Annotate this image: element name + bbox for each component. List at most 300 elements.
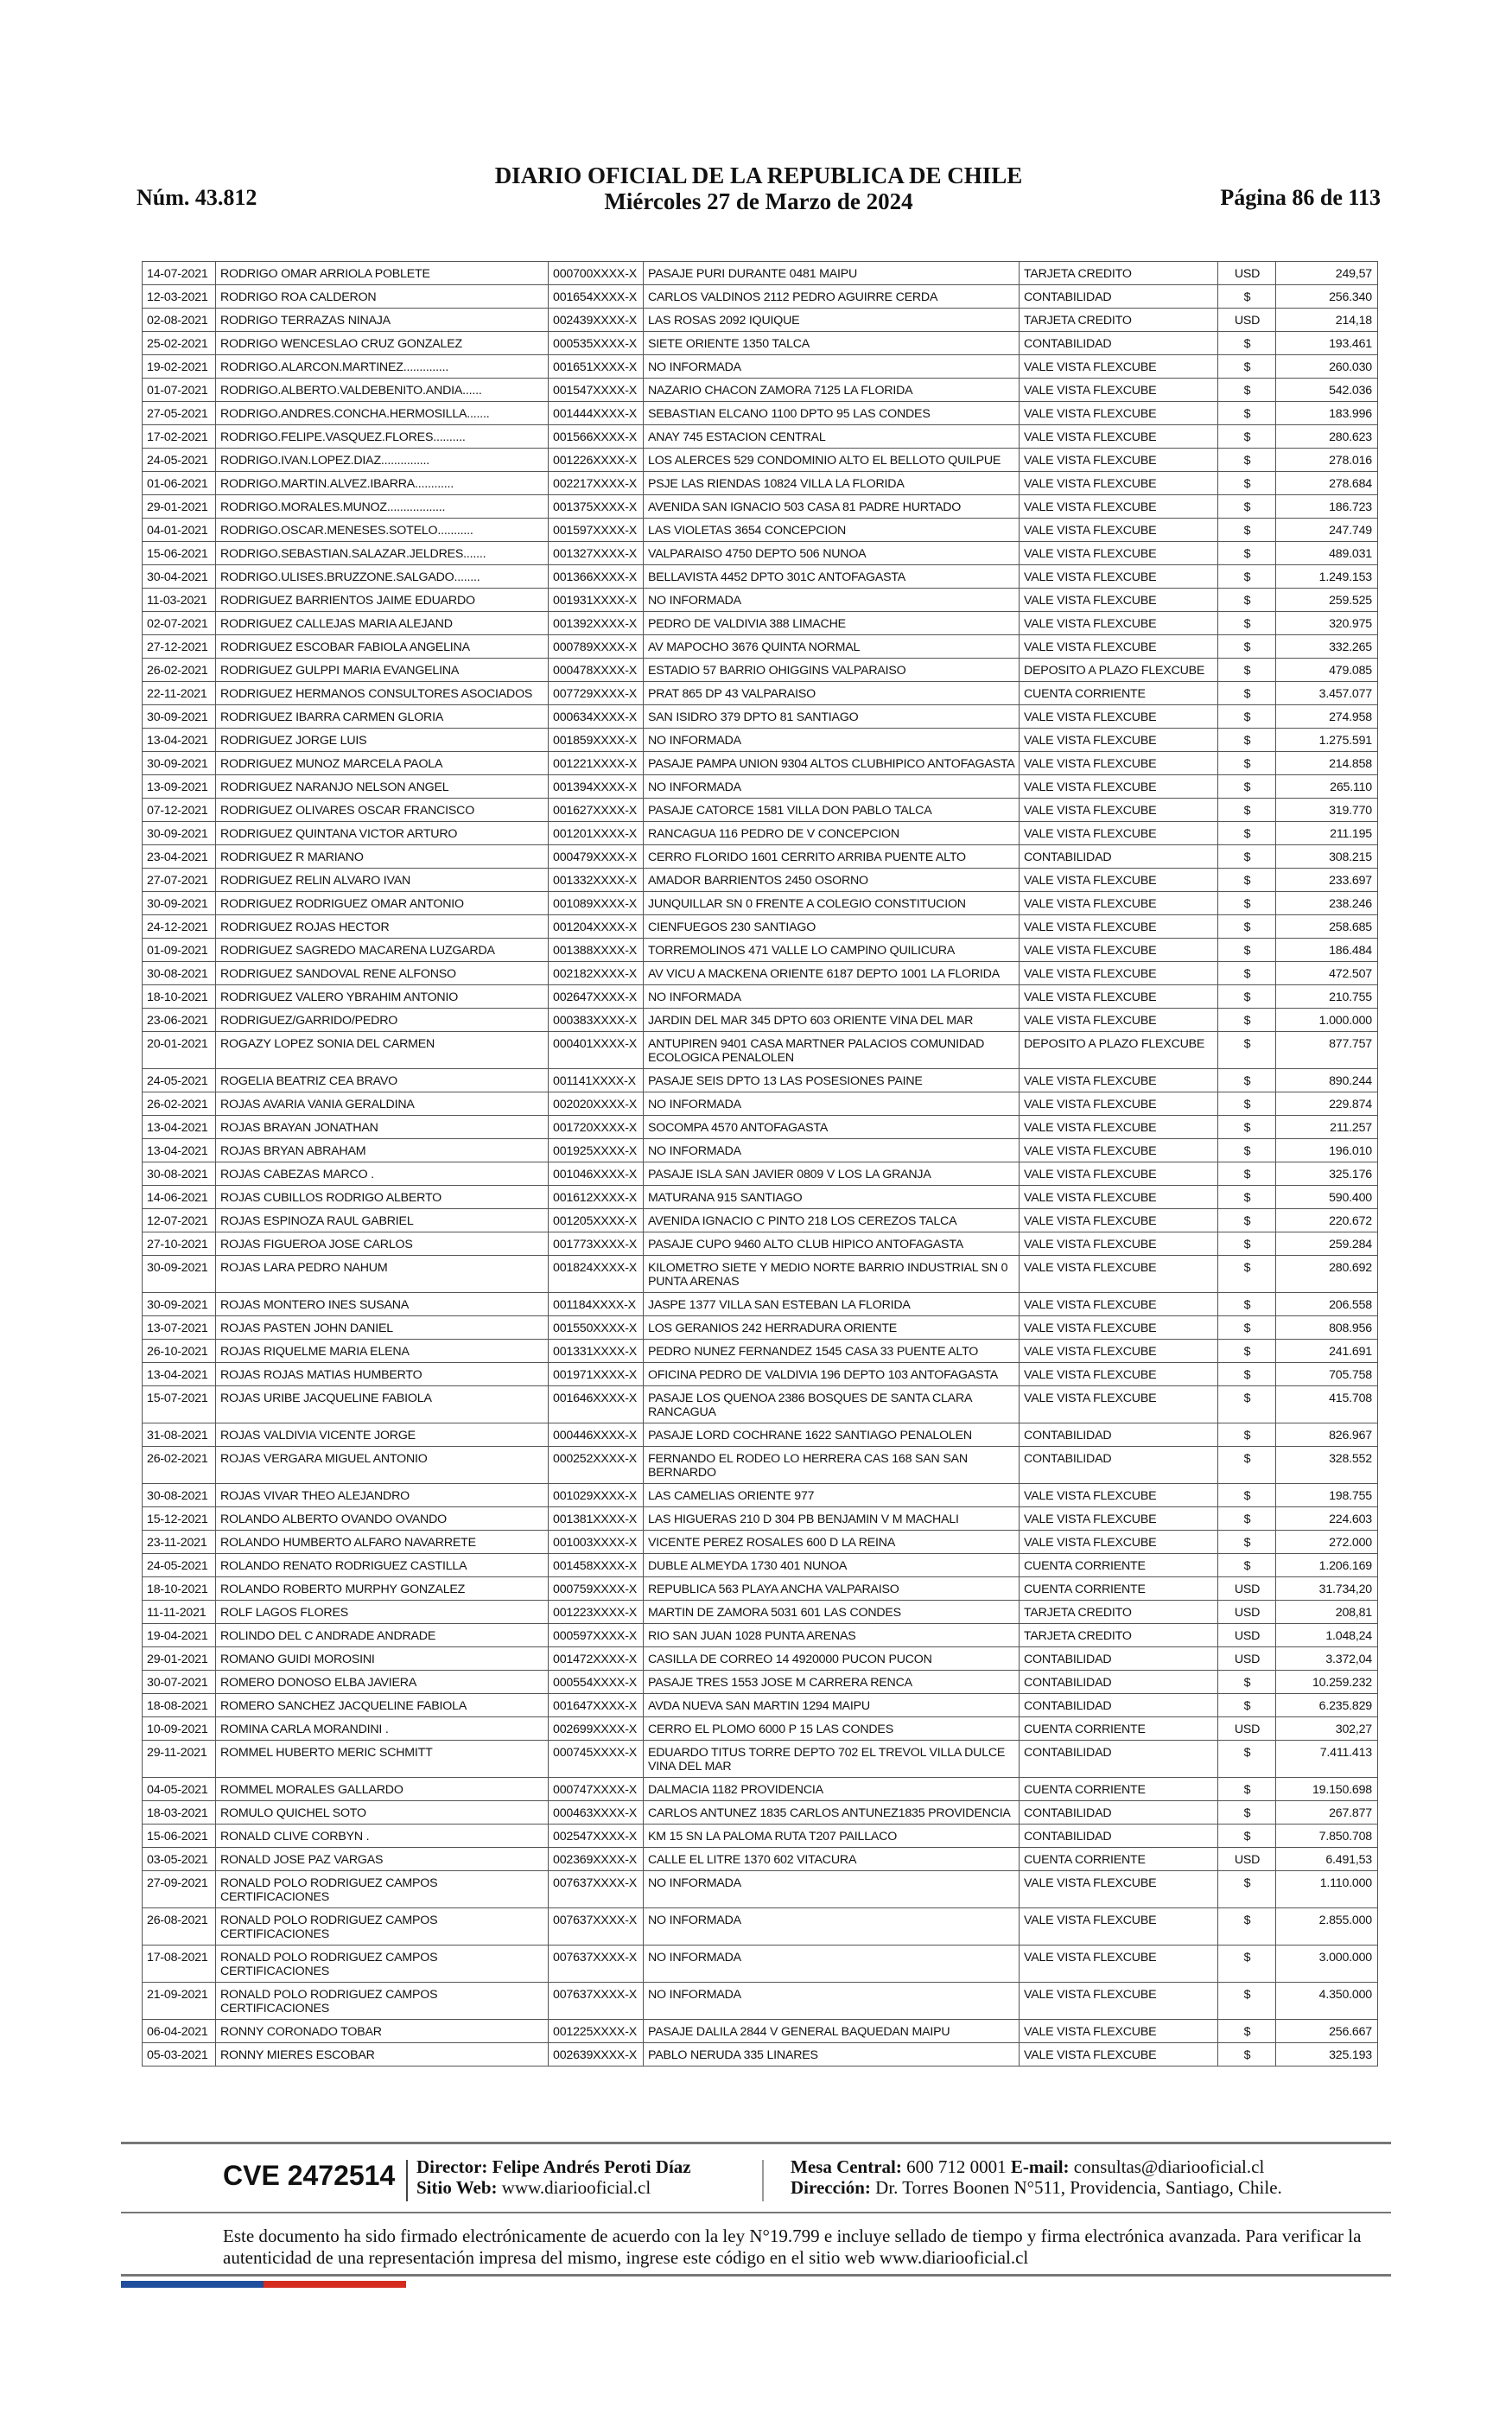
cell-amount: 214,18	[1276, 309, 1378, 332]
table-row	[143, 355, 1378, 379]
cell-currency: $	[1218, 1363, 1276, 1386]
cell-rut: 001392XXXX-X	[549, 612, 644, 635]
cell-address: TORREMOLINOS 471 VALLE LO CAMPINO QUILICURA	[644, 939, 1020, 962]
cell-address: LAS HIGUERAS 210 D 304 PB BENJAMIN V M MACHALI	[644, 1507, 1020, 1531]
cell-name: ROJAS PASTEN JOHN DANIEL	[216, 1316, 549, 1340]
cell-amount: 705.758	[1276, 1363, 1378, 1386]
cell-currency: $	[1218, 1256, 1276, 1293]
cell-address: VICENTE PEREZ ROSALES 600 D LA REINA	[644, 1531, 1020, 1554]
cell-date: 18-03-2021	[143, 1801, 216, 1825]
cell-amount: 302,27	[1276, 1717, 1378, 1741]
cell-address: PASAJE ISLA SAN JAVIER 0809 V LOS LA GRANJA	[644, 1162, 1020, 1186]
cell-amount: 258.685	[1276, 915, 1378, 939]
cell-currency: $	[1218, 845, 1276, 869]
cell-rut: 002439XXXX-X	[549, 309, 644, 332]
cell-name: RODRIGUEZ ROJAS HECTOR	[216, 915, 549, 939]
cell-product: VALE VISTA FLEXCUBE	[1020, 915, 1218, 939]
table-row	[143, 1848, 1378, 1871]
cell-product: VALE VISTA FLEXCUBE	[1020, 1009, 1218, 1032]
table-row	[143, 869, 1378, 892]
cell-name: RODRIGO.SEBASTIAN.SALAZAR.JELDRES.......	[216, 542, 549, 565]
cell-address: SIETE ORIENTE 1350 TALCA	[644, 332, 1020, 355]
table-row	[143, 495, 1378, 519]
page-header	[137, 162, 1381, 216]
table-row	[143, 1908, 1378, 1946]
cell-date: 30-09-2021	[143, 892, 216, 915]
table-row	[143, 1316, 1378, 1340]
cell-address: CASILLA DE CORREO 14 4920000 PUCON PUCON	[644, 1647, 1020, 1671]
issue-number: Núm. 43.812	[137, 185, 257, 210]
cell-amount: 1.110.000	[1276, 1871, 1378, 1908]
cell-product: VALE VISTA FLEXCUBE	[1020, 355, 1218, 379]
cell-date: 07-12-2021	[143, 799, 216, 822]
cell-rut: 000479XXXX-X	[549, 845, 644, 869]
cell-product: VALE VISTA FLEXCUBE	[1020, 2043, 1218, 2067]
cell-address: NAZARIO CHACON ZAMORA 7125 LA FLORIDA	[644, 379, 1020, 402]
cell-date: 26-10-2021	[143, 1340, 216, 1363]
cell-amount: 890.244	[1276, 1069, 1378, 1092]
cell-address: PEDRO NUNEZ FERNANDEZ 1545 CASA 33 PUENTE ALTO	[644, 1340, 1020, 1363]
table-row	[143, 1601, 1378, 1624]
table-row	[143, 1554, 1378, 1577]
cell-currency: $	[1218, 519, 1276, 542]
cell-date: 14-06-2021	[143, 1186, 216, 1209]
cell-amount: 183.996	[1276, 402, 1378, 425]
cell-name: RODRIGO.FELIPE.VASQUEZ.FLORES..........	[216, 425, 549, 449]
cell-amount: 489.031	[1276, 542, 1378, 565]
cell-rut: 007637XXXX-X	[549, 1871, 644, 1908]
cell-product: VALE VISTA FLEXCUBE	[1020, 822, 1218, 845]
cell-name: RODRIGUEZ OLIVARES OSCAR FRANCISCO	[216, 799, 549, 822]
cell-name: RODRIGO TERRAZAS NINAJA	[216, 309, 549, 332]
cell-date: 30-07-2021	[143, 1671, 216, 1694]
cell-currency: $	[1218, 869, 1276, 892]
cell-rut: 000759XXXX-X	[549, 1577, 644, 1601]
table-row	[143, 1946, 1378, 1983]
table-row	[143, 379, 1378, 402]
cell-amount: 31.734,20	[1276, 1577, 1378, 1601]
address-value: Dr. Torres Boonen N°511, Providencia, Santiago, Chile.	[875, 2177, 1282, 2198]
table-row	[143, 1162, 1378, 1186]
cell-currency: $	[1218, 1801, 1276, 1825]
cell-product: VALE VISTA FLEXCUBE	[1020, 1908, 1218, 1946]
page-number: Página 86 de 113	[1220, 185, 1381, 210]
cell-address: JUNQUILLAR SN 0 FRENTE A COLEGIO CONSTITUCION	[644, 892, 1020, 915]
table-row	[143, 1484, 1378, 1507]
cell-amount: 233.697	[1276, 869, 1378, 892]
cell-currency: $	[1218, 659, 1276, 682]
cell-date: 01-09-2021	[143, 939, 216, 962]
table-row	[143, 1577, 1378, 1601]
cell-address: PASAJE DALILA 2844 V GENERAL BAQUEDAN MAIPU	[644, 2020, 1020, 2043]
cell-product: CONTABILIDAD	[1020, 285, 1218, 309]
cell-rut: 001394XXXX-X	[549, 775, 644, 799]
cell-rut: 001226XXXX-X	[549, 449, 644, 472]
cell-address: NO INFORMADA	[644, 589, 1020, 612]
cell-rut: 000401XXXX-X	[549, 1032, 644, 1069]
cell-product: VALE VISTA FLEXCUBE	[1020, 869, 1218, 892]
cell-currency: $	[1218, 379, 1276, 402]
table-row	[143, 2020, 1378, 2043]
footer-separator	[762, 2160, 764, 2201]
cell-rut: 001654XXXX-X	[549, 285, 644, 309]
cell-date: 29-11-2021	[143, 1741, 216, 1778]
cell-name: ROLANDO ALBERTO OVANDO OVANDO	[216, 1507, 549, 1531]
cell-name: RODRIGO WENCESLAO CRUZ GONZALEZ	[216, 332, 549, 355]
table-row	[143, 962, 1378, 985]
cell-product: VALE VISTA FLEXCUBE	[1020, 542, 1218, 565]
cell-currency: $	[1218, 542, 1276, 565]
cell-address: RANCAGUA 116 PEDRO DE V CONCEPCION	[644, 822, 1020, 845]
cell-date: 04-01-2021	[143, 519, 216, 542]
cell-rut: 000463XXXX-X	[549, 1801, 644, 1825]
cell-rut: 001458XXXX-X	[549, 1554, 644, 1577]
cell-amount: 247.749	[1276, 519, 1378, 542]
cell-address: ANAY 745 ESTACION CENTRAL	[644, 425, 1020, 449]
cell-amount: 214.858	[1276, 752, 1378, 775]
cell-amount: 7.411.413	[1276, 1741, 1378, 1778]
table-row	[143, 1293, 1378, 1316]
cell-currency: $	[1218, 1186, 1276, 1209]
cell-rut: 001225XXXX-X	[549, 2020, 644, 2043]
cell-currency: $	[1218, 1032, 1276, 1069]
footer-divider-bottom	[121, 2274, 1391, 2277]
records-table-body	[143, 262, 1378, 2067]
cell-date: 18-10-2021	[143, 1577, 216, 1601]
cell-amount: 267.877	[1276, 1801, 1378, 1825]
address-label: Dirección:	[791, 2177, 871, 2198]
cell-amount: 10.259.232	[1276, 1671, 1378, 1694]
cell-rut: 001472XXXX-X	[549, 1647, 644, 1671]
cell-name: RODRIGUEZ QUINTANA VICTOR ARTURO	[216, 822, 549, 845]
cell-amount: 6.491,53	[1276, 1848, 1378, 1871]
table-row	[143, 285, 1378, 309]
cell-rut: 000597XXXX-X	[549, 1624, 644, 1647]
cell-name: RODRIGUEZ BARRIENTOS JAIME EDUARDO	[216, 589, 549, 612]
cell-currency: $	[1218, 939, 1276, 962]
cell-rut: 001612XXXX-X	[549, 1186, 644, 1209]
cell-product: VALE VISTA FLEXCUBE	[1020, 705, 1218, 729]
table-row	[143, 845, 1378, 869]
cell-name: ROJAS LARA PEDRO NAHUM	[216, 1256, 549, 1293]
cell-address: PRAT 865 DP 43 VALPARAISO	[644, 682, 1020, 705]
table-row	[143, 1778, 1378, 1801]
table-row	[143, 449, 1378, 472]
table-row	[143, 1009, 1378, 1032]
web-link[interactable]: www.diariooficial.cl	[501, 2177, 651, 2198]
cell-amount: 259.284	[1276, 1232, 1378, 1256]
cell-address: NO INFORMADA	[644, 1983, 1020, 2020]
cell-currency: USD	[1218, 309, 1276, 332]
flag-stripe	[121, 2281, 406, 2288]
table-row	[143, 2043, 1378, 2067]
cell-currency: $	[1218, 1871, 1276, 1908]
cell-amount: 877.757	[1276, 1032, 1378, 1069]
cell-date: 22-11-2021	[143, 682, 216, 705]
cell-currency: $	[1218, 892, 1276, 915]
cell-amount: 210.755	[1276, 985, 1378, 1009]
cell-name: ROJAS MONTERO INES SUSANA	[216, 1293, 549, 1316]
contact-block	[791, 2156, 1282, 2198]
cell-name: ROMINA CARLA MORANDINI .	[216, 1717, 549, 1741]
cell-amount: 1.249.153	[1276, 565, 1378, 589]
cell-name: ROJAS AVARIA VANIA GERALDINA	[216, 1092, 549, 1116]
cell-address: SOCOMPA 4570 ANTOFAGASTA	[644, 1116, 1020, 1139]
cell-name: RONALD POLO RODRIGUEZ CAMPOS CERTIFICACIONES	[216, 1983, 549, 2020]
cell-name: RODRIGO.MORALES.MUNOZ..................	[216, 495, 549, 519]
table-row	[143, 1186, 1378, 1209]
director-block	[416, 2156, 691, 2198]
cell-product: VALE VISTA FLEXCUBE	[1020, 495, 1218, 519]
cell-amount: 211.195	[1276, 822, 1378, 845]
cell-address: SAN ISIDRO 379 DPTO 81 SANTIAGO	[644, 705, 1020, 729]
cell-address: AVENIDA IGNACIO C PINTO 218 LOS CEREZOS TALCA	[644, 1209, 1020, 1232]
cell-date: 13-04-2021	[143, 1139, 216, 1162]
table-row	[143, 1340, 1378, 1363]
cell-date: 13-04-2021	[143, 1363, 216, 1386]
cell-date: 01-07-2021	[143, 379, 216, 402]
cell-amount: 320.975	[1276, 612, 1378, 635]
table-row	[143, 1116, 1378, 1139]
cell-product: VALE VISTA FLEXCUBE	[1020, 1386, 1218, 1423]
cell-product: CONTABILIDAD	[1020, 1447, 1218, 1484]
cell-address: MARTIN DE ZAMORA 5031 601 LAS CONDES	[644, 1601, 1020, 1624]
cell-date: 18-10-2021	[143, 985, 216, 1009]
cell-currency: $	[1218, 402, 1276, 425]
cell-product: CONTABILIDAD	[1020, 1825, 1218, 1848]
cell-amount: 265.110	[1276, 775, 1378, 799]
cell-amount: 211.257	[1276, 1116, 1378, 1139]
cell-date: 17-02-2021	[143, 425, 216, 449]
cell-product: VALE VISTA FLEXCUBE	[1020, 799, 1218, 822]
cell-product: VALE VISTA FLEXCUBE	[1020, 752, 1218, 775]
cell-product: VALE VISTA FLEXCUBE	[1020, 1293, 1218, 1316]
cell-currency: $	[1218, 355, 1276, 379]
cell-currency: $	[1218, 1694, 1276, 1717]
cell-product: VALE VISTA FLEXCUBE	[1020, 449, 1218, 472]
cell-rut: 001646XXXX-X	[549, 1386, 644, 1423]
cell-rut: 000700XXXX-X	[549, 262, 644, 285]
cell-product: TARJETA CREDITO	[1020, 262, 1218, 285]
cell-product: VALE VISTA FLEXCUBE	[1020, 1484, 1218, 1507]
footer-info-row	[121, 2144, 1391, 2210]
cell-product: CONTABILIDAD	[1020, 845, 1218, 869]
table-row	[143, 659, 1378, 682]
flag-red-segment	[264, 2281, 406, 2288]
cell-date: 17-08-2021	[143, 1946, 216, 1983]
cell-amount: 4.350.000	[1276, 1983, 1378, 2020]
cell-name: ROMMEL HUBERTO MERIC SCHMITT	[216, 1741, 549, 1778]
cell-rut: 001597XXXX-X	[549, 519, 644, 542]
cell-date: 30-09-2021	[143, 1293, 216, 1316]
cell-currency: $	[1218, 285, 1276, 309]
cell-date: 14-07-2021	[143, 262, 216, 285]
cell-currency: $	[1218, 1507, 1276, 1531]
cell-name: ROJAS BRAYAN JONATHAN	[216, 1116, 549, 1139]
cell-rut: 000478XXXX-X	[549, 659, 644, 682]
cell-amount: 319.770	[1276, 799, 1378, 822]
cell-name: RONALD POLO RODRIGUEZ CAMPOS CERTIFICACIONES	[216, 1871, 549, 1908]
cell-date: 30-09-2021	[143, 822, 216, 845]
cell-amount: 328.552	[1276, 1447, 1378, 1484]
cell-name: ROJAS VIVAR THEO ALEJANDRO	[216, 1484, 549, 1507]
cell-rut: 000446XXXX-X	[549, 1423, 644, 1447]
cell-address: AVENIDA SAN IGNACIO 503 CASA 81 PADRE HURTADO	[644, 495, 1020, 519]
cell-name: ROLANDO HUMBERTO ALFARO NAVARRETE	[216, 1531, 549, 1554]
cell-product: VALE VISTA FLEXCUBE	[1020, 1871, 1218, 1908]
table-row	[143, 1741, 1378, 1778]
table-row	[143, 1386, 1378, 1423]
cell-product: VALE VISTA FLEXCUBE	[1020, 589, 1218, 612]
cell-address: CALLE EL LITRE 1370 602 VITACURA	[644, 1848, 1020, 1871]
cell-product: VALE VISTA FLEXCUBE	[1020, 1340, 1218, 1363]
cell-address: ANTUPIREN 9401 CASA MARTNER PALACIOS COMUNIDAD ECOLOGICA PENALOLEN	[644, 1032, 1020, 1069]
cell-date: 04-05-2021	[143, 1778, 216, 1801]
cell-rut: 002020XXXX-X	[549, 1092, 644, 1116]
cell-date: 30-09-2021	[143, 705, 216, 729]
cell-date: 21-09-2021	[143, 1983, 216, 2020]
cell-date: 26-02-2021	[143, 1447, 216, 1484]
cell-address: PSJE LAS RIENDAS 10824 VILLA LA FLORIDA	[644, 472, 1020, 495]
cell-currency: $	[1218, 589, 1276, 612]
cell-date: 15-07-2021	[143, 1386, 216, 1423]
cell-date: 11-11-2021	[143, 1601, 216, 1624]
cell-currency: USD	[1218, 1601, 1276, 1624]
footer-separator	[406, 2160, 408, 2201]
cell-currency: $	[1218, 799, 1276, 822]
cell-rut: 002547XXXX-X	[549, 1825, 644, 1848]
cell-amount: 280.692	[1276, 1256, 1378, 1293]
cell-rut: 001647XXXX-X	[549, 1694, 644, 1717]
mesa-label: Mesa Central:	[791, 2156, 902, 2177]
cell-product: CUENTA CORRIENTE	[1020, 682, 1218, 705]
cell-date: 30-08-2021	[143, 1484, 216, 1507]
cell-name: RODRIGUEZ IBARRA CARMEN GLORIA	[216, 705, 549, 729]
cell-date: 24-12-2021	[143, 915, 216, 939]
cell-currency: $	[1218, 1531, 1276, 1554]
cell-amount: 206.558	[1276, 1293, 1378, 1316]
cell-date: 03-05-2021	[143, 1848, 216, 1871]
cell-amount: 826.967	[1276, 1423, 1378, 1447]
cell-currency: $	[1218, 822, 1276, 845]
cell-amount: 325.193	[1276, 2043, 1378, 2067]
cell-date: 27-05-2021	[143, 402, 216, 425]
cell-name: RONNY MIERES ESCOBAR	[216, 2043, 549, 2067]
cell-address: PABLO NERUDA 335 LINARES	[644, 2043, 1020, 2067]
cell-date: 26-02-2021	[143, 1092, 216, 1116]
table-row	[143, 822, 1378, 845]
cell-address: ESTADIO 57 BARRIO OHIGGINS VALPARAISO	[644, 659, 1020, 682]
cell-name: RODRIGUEZ JORGE LUIS	[216, 729, 549, 752]
cell-currency: $	[1218, 1741, 1276, 1778]
flag-blue-segment	[121, 2281, 264, 2288]
cell-name: RONALD POLO RODRIGUEZ CAMPOS CERTIFICACIONES	[216, 1946, 549, 1983]
cell-amount: 238.246	[1276, 892, 1378, 915]
cell-currency: $	[1218, 1825, 1276, 1848]
web-label: Sitio Web:	[416, 2177, 498, 2198]
cell-product: CONTABILIDAD	[1020, 1671, 1218, 1694]
cell-rut: 001547XXXX-X	[549, 379, 644, 402]
email-link[interactable]: consultas@diariooficial.cl	[1073, 2156, 1265, 2177]
table-row	[143, 1032, 1378, 1069]
page-footer	[121, 2142, 1391, 2277]
cell-amount: 256.667	[1276, 2020, 1378, 2043]
cell-address: LAS ROSAS 2092 IQUIQUE	[644, 309, 1020, 332]
cell-product: VALE VISTA FLEXCUBE	[1020, 962, 1218, 985]
cell-name: ROJAS URIBE JACQUELINE FABIOLA	[216, 1386, 549, 1423]
cell-date: 29-01-2021	[143, 495, 216, 519]
cell-currency: $	[1218, 729, 1276, 752]
cell-currency: $	[1218, 985, 1276, 1009]
cell-amount: 6.235.829	[1276, 1694, 1378, 1717]
cell-product: TARJETA CREDITO	[1020, 1601, 1218, 1624]
cell-currency: $	[1218, 2020, 1276, 2043]
cell-address: CARLOS ANTUNEZ 1835 CARLOS ANTUNEZ1835 PROVIDENCIA	[644, 1801, 1020, 1825]
cell-rut: 002182XXXX-X	[549, 962, 644, 985]
cell-name: RODRIGO.ANDRES.CONCHA.HERMOSILLA.......	[216, 402, 549, 425]
cell-product: CONTABILIDAD	[1020, 1741, 1218, 1778]
cell-address: JASPE 1377 VILLA SAN ESTEBAN LA FLORIDA	[644, 1293, 1020, 1316]
cell-name: RONNY CORONADO TOBAR	[216, 2020, 549, 2043]
cell-amount: 259.525	[1276, 589, 1378, 612]
cell-rut: 007637XXXX-X	[549, 1983, 644, 2020]
cell-address: NO INFORMADA	[644, 985, 1020, 1009]
cell-rut: 000634XXXX-X	[549, 705, 644, 729]
cell-address: NO INFORMADA	[644, 1908, 1020, 1946]
email-label: E-mail:	[1010, 2156, 1070, 2177]
table-row	[143, 565, 1378, 589]
cell-name: RODRIGUEZ VALERO YBRAHIM ANTONIO	[216, 985, 549, 1009]
cell-address: KM 15 SN LA PALOMA RUTA T207 PAILLACO	[644, 1825, 1020, 1848]
cell-name: ROGELIA BEATRIZ CEA BRAVO	[216, 1069, 549, 1092]
cell-currency: $	[1218, 1554, 1276, 1577]
cell-name: ROJAS VERGARA MIGUEL ANTONIO	[216, 1447, 549, 1484]
cell-date: 02-08-2021	[143, 309, 216, 332]
cell-amount: 19.150.698	[1276, 1778, 1378, 1801]
cell-name: RODRIGO.ALBERTO.VALDEBENITO.ANDIA......	[216, 379, 549, 402]
cell-amount: 241.691	[1276, 1340, 1378, 1363]
cell-product: TARJETA CREDITO	[1020, 1624, 1218, 1647]
cell-rut: 001332XXXX-X	[549, 869, 644, 892]
cell-rut: 002369XXXX-X	[549, 1848, 644, 1871]
cell-currency: USD	[1218, 1717, 1276, 1741]
cell-date: 30-08-2021	[143, 1162, 216, 1186]
cell-product: VALE VISTA FLEXCUBE	[1020, 425, 1218, 449]
cell-rut: 001029XXXX-X	[549, 1484, 644, 1507]
cell-product: VALE VISTA FLEXCUBE	[1020, 939, 1218, 962]
cell-product: VALE VISTA FLEXCUBE	[1020, 1186, 1218, 1209]
cve-code: CVE 2472514	[223, 2160, 396, 2191]
cell-rut: 001003XXXX-X	[549, 1531, 644, 1554]
cell-address: AMADOR BARRIENTOS 2450 OSORNO	[644, 869, 1020, 892]
cell-product: VALE VISTA FLEXCUBE	[1020, 612, 1218, 635]
cell-currency: $	[1218, 1423, 1276, 1447]
cell-rut: 001221XXXX-X	[549, 752, 644, 775]
cell-amount: 1.048,24	[1276, 1624, 1378, 1647]
cell-address: LAS CAMELIAS ORIENTE 977	[644, 1484, 1020, 1507]
cell-rut: 000745XXXX-X	[549, 1741, 644, 1778]
table-row	[143, 635, 1378, 659]
cell-date: 02-07-2021	[143, 612, 216, 635]
cell-amount: 325.176	[1276, 1162, 1378, 1186]
cell-date: 27-10-2021	[143, 1232, 216, 1256]
cell-date: 23-06-2021	[143, 1009, 216, 1032]
table-row	[143, 1801, 1378, 1825]
cell-currency: $	[1218, 962, 1276, 985]
table-row	[143, 542, 1378, 565]
cell-currency: USD	[1218, 1624, 1276, 1647]
cell-currency: $	[1218, 1116, 1276, 1139]
